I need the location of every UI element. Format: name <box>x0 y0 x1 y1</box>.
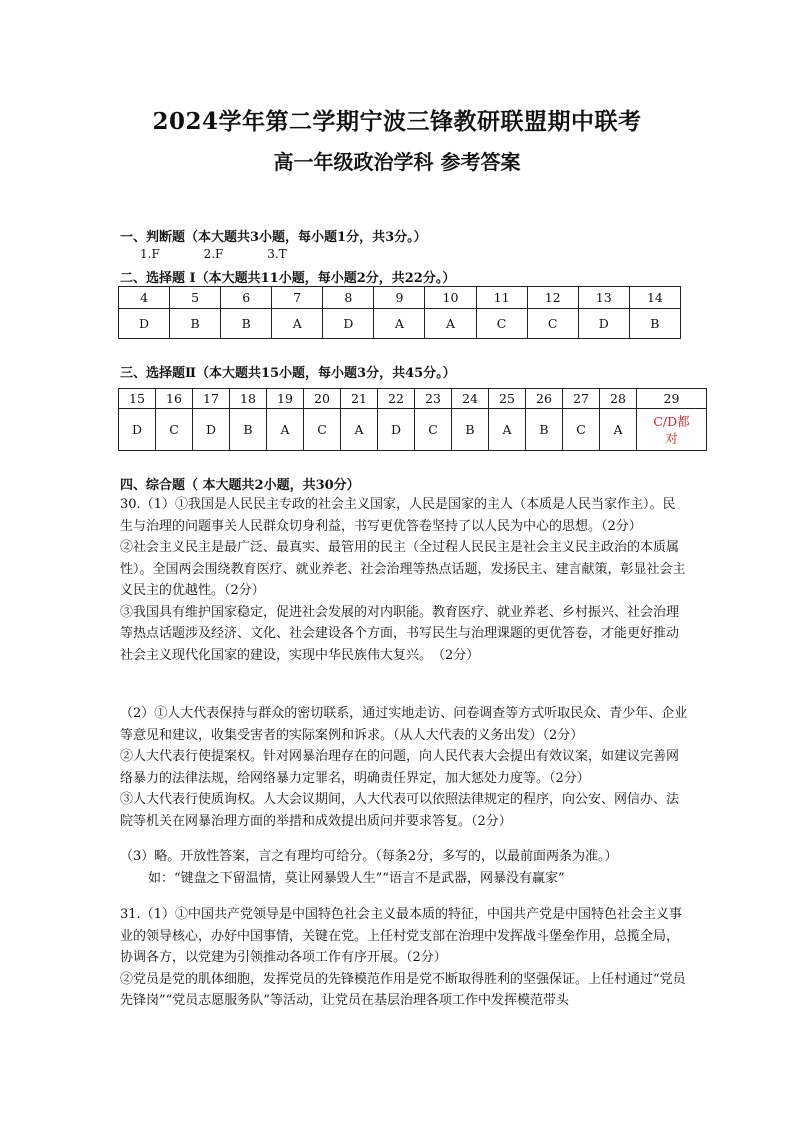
choice-answer: D <box>119 309 170 339</box>
choice-answer: A <box>267 409 304 451</box>
question-number: 15 <box>119 389 156 409</box>
question-number: 20 <box>304 389 341 409</box>
choice-answer: A <box>272 309 323 339</box>
choice-answer: D <box>193 409 230 451</box>
question-number: 22 <box>378 389 415 409</box>
answer-paragraph: 30.（1）①我国是人民民主专政的社会主义国家，人民是国家的主人（本质是人民当家作主）。民生与治理的问题事关人民群众切身利益，书写更优答卷坚持了以人民为中心的思想。（2分） <box>120 497 676 534</box>
question-number: 19 <box>267 389 304 409</box>
answer-paragraph: ②党员是党的肌体细胞，发挥党员的先锋模范作用是党不断取得胜利的坚强保证。上任村通过“党员先锋岗”“党员志愿服务队”等活动，让党员在基层治理各项工作中发挥模范带头 <box>120 971 686 1008</box>
section3-heading: 三、选择题Ⅱ（本大题共15小题，每小题3分，共45分。） <box>120 366 456 381</box>
question-number: 23 <box>415 389 452 409</box>
answer-paragraph: 31.（1）①中国共产党领导是中国特色社会主义最本质的特征，中国共产党是中国特色社会主义事业的领导核心，办好中国事情，关键在党。上任村党支部在治理中发挥战斗堡垒作用，总揽全局，协调各方，以党建为引领推动各项工作有序开展。（2分） <box>120 907 682 965</box>
choice-answer: A <box>600 409 637 451</box>
choice-answer: D <box>119 409 156 451</box>
choice-answer: D <box>378 409 415 451</box>
answer-paragraph: （3）略。开放性答案，言之有理均可给分。（每条2分，多写的，以最前面两条为准。） <box>120 849 618 864</box>
question-number: 6 <box>221 287 272 309</box>
choice-answer: C <box>156 409 193 451</box>
table-answer-row <box>119 409 707 451</box>
judge-answer: 3.T <box>267 247 287 261</box>
choice-answer: B <box>221 309 272 339</box>
question-number: 26 <box>526 389 563 409</box>
choice-answer: D <box>323 309 374 339</box>
question-number: 25 <box>489 389 526 409</box>
question-number: 16 <box>156 389 193 409</box>
choice-answer: B <box>170 309 221 339</box>
choice-answer: B <box>629 309 680 339</box>
question-number: 8 <box>323 287 374 309</box>
answer-paragraph: （2）①人大代表保持与群众的密切联系，通过实地走访、问卷调查等方式听取民众、青少年、企业等意见和建议，收集受害者的实际案例和诉求。（从人大代表的义务出发）（2分） <box>120 706 688 743</box>
answer-paragraph: ③人大代表行使质询权。人大会议期间，人大代表可以依照法律规定的程序，向公安、网信办、法院等机关在网暴治理方面的举措和成效提出质问并要求答复。（2分） <box>120 792 680 829</box>
question-number: 18 <box>230 389 267 409</box>
table-number-row <box>119 389 707 409</box>
question-number: 17 <box>193 389 230 409</box>
choice-answer: B <box>230 409 267 451</box>
table-number-row <box>119 287 681 309</box>
section2-heading: 二、选择题 Ⅰ（本大题共11小题，每小题2分，共22分。） <box>120 271 456 286</box>
choice-answer: C <box>415 409 452 451</box>
section1-answers <box>140 247 327 261</box>
document-subtitle: 高一年级政治学科 参考答案 <box>273 150 521 174</box>
question-number: 13 <box>578 287 629 309</box>
choice-answer: D <box>578 309 629 339</box>
choice-answer: A <box>425 309 476 339</box>
choice-answer: A <box>374 309 425 339</box>
question-number: 4 <box>119 287 170 309</box>
question-30-part2 <box>120 703 688 832</box>
question-number: 21 <box>341 389 378 409</box>
question-number: 7 <box>272 287 323 309</box>
question-number: 11 <box>476 287 527 309</box>
choice-answer: C <box>563 409 600 451</box>
judge-answer: 2.F <box>203 247 224 261</box>
question-number: 10 <box>425 287 476 309</box>
question-number: 14 <box>629 287 680 309</box>
question-30-part1 <box>120 494 688 666</box>
question-number: 24 <box>452 389 489 409</box>
question-31-part1 <box>120 904 688 1012</box>
question-number: 27 <box>563 389 600 409</box>
choice-answer: C <box>527 309 578 339</box>
choice-answer: B <box>452 409 489 451</box>
document-title: 2024学年第二学期宁波三锋教研联盟期中联考 <box>152 108 642 135</box>
question-number: 28 <box>600 389 637 409</box>
question-30-part3 <box>120 846 688 889</box>
section1-heading: 一、判断题（本大题共3小题，每小题1分，共3分。） <box>120 230 427 245</box>
special-answer-line: 对 <box>665 430 678 446</box>
section4-heading: 四、综合题（ 本大题共2小题，共30分） <box>120 478 360 493</box>
judge-answer: 1.F <box>140 247 160 261</box>
choice-answer: C <box>304 409 341 451</box>
table-answer-row <box>119 309 681 339</box>
question-number: 29 <box>637 389 707 409</box>
choice-answer: B <box>526 409 563 451</box>
choice-answer: A <box>489 409 526 451</box>
answer-example: 如：“键盘之下留温情，莫让网暴毁人生”“语言不是武器，网暴没有赢家” <box>148 870 565 886</box>
special-answer-line: C/D都 <box>653 413 690 429</box>
choice-answer: C <box>476 309 527 339</box>
answer-paragraph: ②人大代表行使提案权。针对网暴治理存在的问题，向人民代表大会提出有效议案，如建议完善网络暴力的法律法规，给网络暴力定罪名，明确责任界定，加大惩处力度等。（2分） <box>120 749 680 786</box>
question-number: 5 <box>170 287 221 309</box>
question-number: 9 <box>374 287 425 309</box>
section2-answer-table <box>118 286 681 339</box>
answer-paragraph: ②社会主义民主是最广泛、最真实、最管用的民主（全过程人民民主是社会主义民主政治的本质属性）。全国两会围绕教育医疗、就业养老、社会治理等热点话题，发扬民主、建言献策，彰显社会主义民主的优越性。（2分） <box>120 540 686 598</box>
question-number: 12 <box>527 287 578 309</box>
special-answer <box>637 409 707 451</box>
choice-answer: A <box>341 409 378 451</box>
answer-paragraph: ③我国具有维护国家稳定，促进社会发展的对内职能。教育医疗、就业养老、乡村振兴、社会治理等热点话题涉及经济、文化、社会建设各个方面，书写民生与治理课题的更优答卷，才能更好推动社会主义现代化国家的建设，实现中华民族伟大复兴。 （2分） <box>120 604 680 663</box>
section3-answer-table <box>118 388 707 451</box>
